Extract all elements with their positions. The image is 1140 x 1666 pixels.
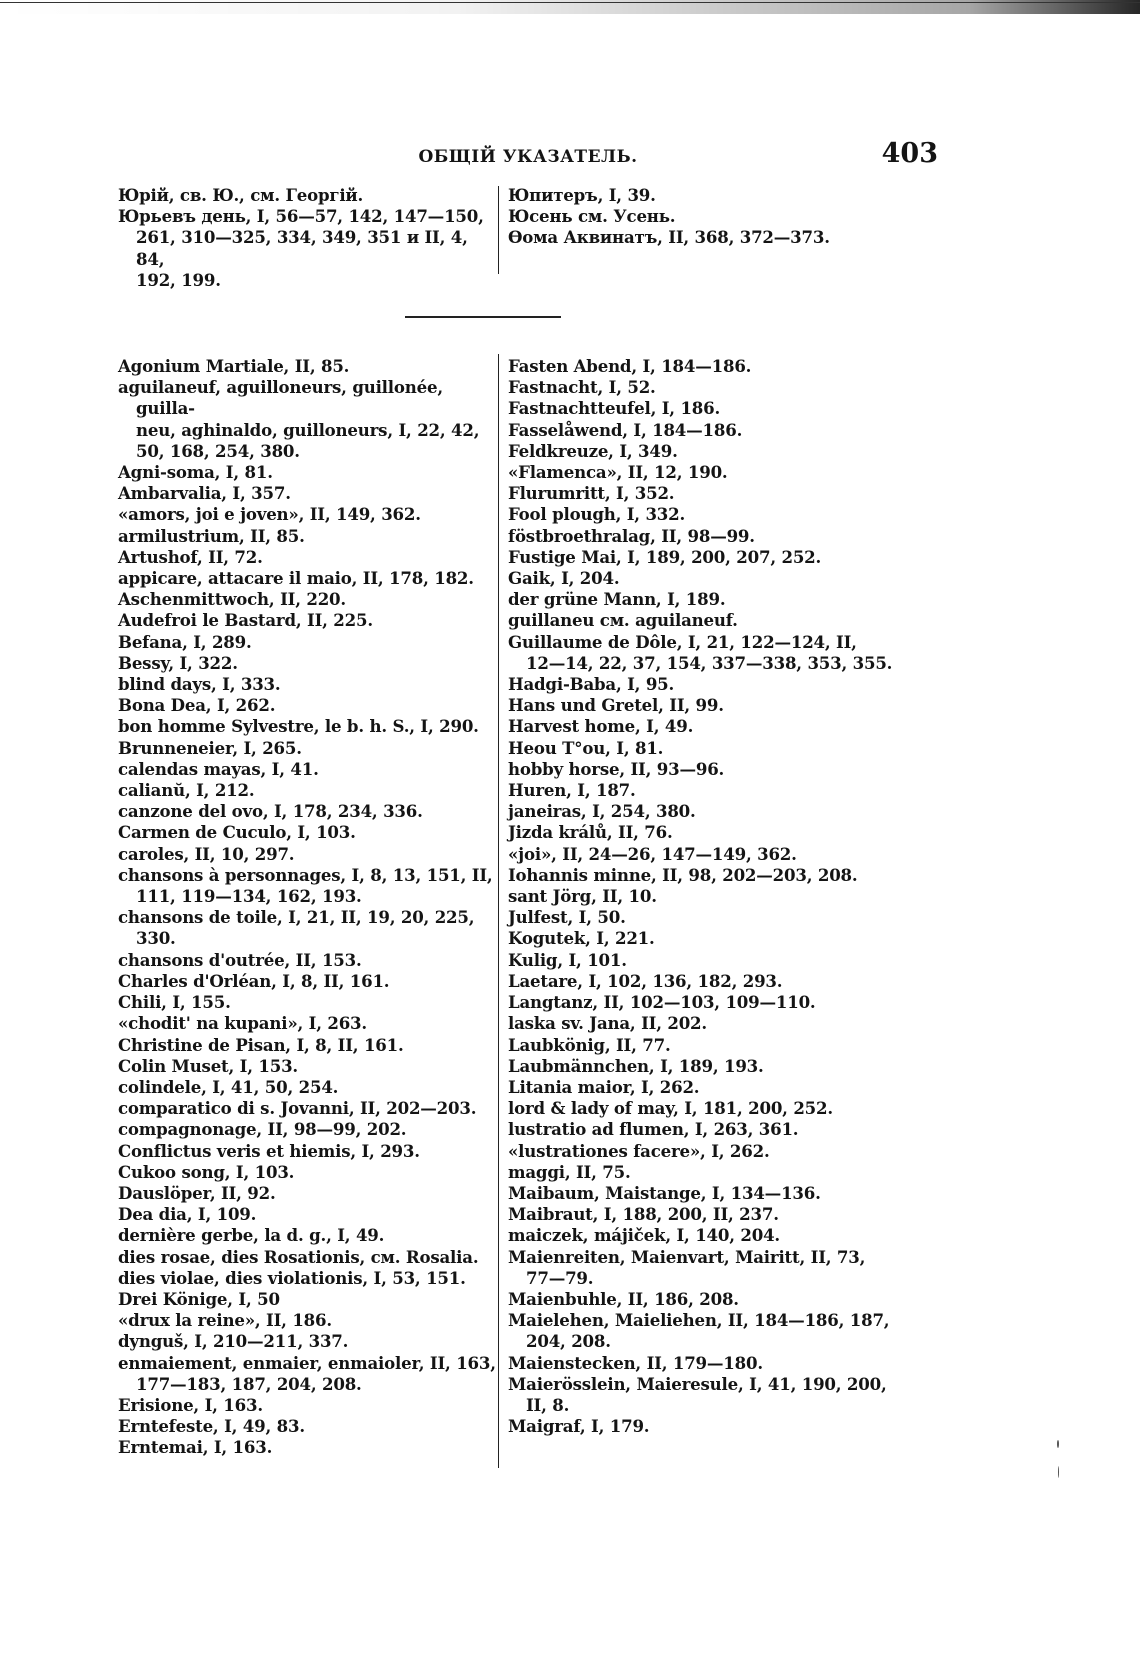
index-entry: Colin Muset, I, 153. — [118, 1055, 299, 1076]
index-entry: Chili, I, 155. — [118, 992, 231, 1013]
index-entry: der grüne Mann, I, 189. — [508, 589, 726, 610]
index-entry: Artushof, II, 72. — [118, 546, 263, 567]
index-entry: Erntefeste, I, 49, 83. — [118, 1416, 305, 1437]
scan-top-edge — [0, 0, 1140, 14]
index-entry: Carmen de Cuculo, I, 103. — [118, 822, 356, 843]
index-entry: Maibraut, I, 188, 200, II, 237. — [508, 1204, 779, 1225]
index-entry: Litania maior, I, 262. — [508, 1076, 700, 1097]
index-entry: caroles, II, 10, 297. — [118, 843, 295, 864]
index-entry: «drux la reine», II, 186. — [118, 1310, 332, 1331]
index-entry: Юсень см. Усень. — [508, 206, 676, 227]
index-entry: Bona Dea, I, 262. — [118, 695, 276, 716]
index-entry: Erntemai, I, 163. — [118, 1437, 273, 1458]
index-entry: comparatico di s. Jovanni, II, 202—203. — [118, 1098, 477, 1119]
index-entry: canzone del ovo, I, 178, 234, 336. — [118, 801, 423, 822]
cyrillic-index-left-column — [118, 185, 498, 291]
index-entry: calianŭ, I, 212. — [118, 780, 255, 801]
index-entry: «Flamenca», II, 12, 190. — [508, 462, 728, 483]
index-entry: lustratio ad flumen, I, 263, 361. — [508, 1119, 799, 1140]
index-entry: compagnonage, II, 98—99, 202. — [118, 1119, 407, 1140]
index-entry: Agni-soma, I, 81. — [118, 462, 273, 483]
index-entry: Christine de Pisan, I, 8, II, 161. — [118, 1034, 404, 1055]
index-entry: lord & lady of may, I, 181, 200, 252. — [508, 1098, 833, 1119]
index-entry: dies violae, dies violationis, I, 53, 151. — [118, 1267, 466, 1288]
index-entry: Maienreiten, Maienvart, Mairitt, II, 73, 77—79. — [508, 1246, 866, 1288]
index-entry: laska sv. Jana, II, 202. — [508, 1013, 707, 1034]
index-entry: appicare, attacare il maio, II, 178, 182. — [118, 568, 474, 589]
index-entry: Fasten Abend, I, 184—186. — [508, 356, 752, 376]
index-entry: Kogutek, I, 221. — [508, 928, 655, 949]
index-entry: Flurumritt, I, 352. — [508, 483, 675, 504]
index-entry: Brunneneier, I, 265. — [118, 737, 302, 758]
index-entry: maiczek, májiček, I, 140, 204. — [508, 1225, 781, 1246]
column-divider-top — [498, 186, 499, 274]
index-entry: chansons à personnages, I, 8, 13, 151, II, 111, 119—134, 162, 193. — [118, 864, 493, 907]
index-entry: Julfest, I, 50. — [508, 907, 626, 928]
index-entry: Befana, I, 289. — [118, 631, 252, 652]
index-entry: Ѳома Аквинатъ, II, 368, 372—373. — [508, 227, 830, 248]
index-entry: Kulig, I, 101. — [508, 949, 627, 970]
index-entry: Gaik, I, 204. — [508, 568, 620, 589]
index-entry: Ambarvalia, I, 357. — [118, 483, 291, 504]
index-entry: janeiras, I, 254, 380. — [508, 801, 696, 822]
index-entry: Laetare, I, 102, 136, 182, 293. — [508, 970, 783, 991]
section-separator-rule — [405, 316, 561, 318]
index-entry: «amors, joi e joven», II, 149, 362. — [118, 504, 421, 525]
index-entry: Iohannis minne, II, 98, 202—203, 208. — [508, 864, 858, 885]
index-entry: Agonium Martiale, II, 85. — [118, 356, 350, 376]
index-entry: Huren, I, 187. — [508, 780, 636, 801]
index-entry: Maierösslein, Maieresule, I, 41, 190, 200, II, 8. — [508, 1373, 887, 1415]
cyrillic-index-right-column — [508, 185, 928, 249]
index-entry: Dea dia, I, 109. — [118, 1204, 257, 1225]
index-entry: Bessy, I, 322. — [118, 652, 238, 673]
index-entry: maggi, II, 75. — [508, 1161, 631, 1182]
running-head — [118, 138, 938, 172]
column-divider-bottom — [498, 354, 499, 1468]
index-entry: Maienbuhle, II, 186, 208. — [508, 1288, 739, 1309]
index-entry: Charles d'Orléan, I, 8, II, 161. — [118, 970, 390, 991]
index-entry: Feldkreuze, I, 349. — [508, 440, 678, 461]
index-entry: «chodit' na kupani», I, 263. — [118, 1013, 367, 1034]
index-entry: aguilaneuf, aguilloneurs, guillonée, guilla- neu, aghinaldo, guilloneurs, I, 22, 42, 50, 168, 254, 380. — [118, 377, 480, 461]
index-entry: «lustrationes facere», I, 262. — [508, 1140, 770, 1161]
index-entry: Юрій, св. Ю., см. Георгій. — [118, 185, 364, 205]
index-entry: Fasselåwend, I, 184—186. — [508, 419, 743, 440]
index-entry: Conflictus veris et hiemis, I, 293. — [118, 1140, 420, 1161]
index-entry: Maibaum, Maistange, I, 134—136. — [508, 1182, 821, 1203]
index-entry: Fastnachtteufel, I, 186. — [508, 398, 721, 419]
index-entry: guillaneu см. aguilaneuf. — [508, 610, 738, 631]
index-entry: «joi», II, 24—26, 147—149, 362. — [508, 843, 797, 864]
index-entry: Cukoo song, I, 103. — [118, 1161, 295, 1182]
index-entry: Maigraf, I, 179. — [508, 1416, 650, 1437]
index-entry: dynguš, I, 210—211, 337. — [118, 1331, 349, 1352]
index-entry: hobby horse, II, 93—96. — [508, 758, 725, 779]
running-title: ОБЩІЙ УКАЗАТЕЛЬ. — [418, 147, 638, 167]
index-entry: chansons de toile, I, 21, II, 19, 20, 225, 330. — [118, 907, 475, 949]
index-entry: Maienstecken, II, 179—180. — [508, 1352, 763, 1373]
margin-speck — [1057, 1440, 1059, 1448]
index-entry: dernière gerbe, la d. g., I, 49. — [118, 1225, 385, 1246]
latin-index-left-column — [118, 356, 498, 1459]
index-entry: Aschenmittwoch, II, 220. — [118, 589, 346, 610]
index-entry: Audefroi le Bastard, II, 225. — [118, 610, 373, 631]
index-entry: chansons d'outrée, II, 153. — [118, 949, 362, 970]
index-entry: Maielehen, Maieliehen, II, 184—186, 187, 204, 208. — [508, 1310, 890, 1352]
index-entry: colindele, I, 41, 50, 254. — [118, 1076, 339, 1097]
index-entry: Laubkönig, II, 77. — [508, 1034, 671, 1055]
margin-speck — [1058, 1466, 1059, 1478]
index-entry: Fastnacht, I, 52. — [508, 377, 656, 398]
index-entry: Юрьевъ день, I, 56—57, 142, 147—150, 261, 310—325, 334, 349, 351 и II, 4, 84, 192, 199. — [118, 206, 484, 290]
index-entry: Fool plough, I, 332. — [508, 504, 686, 525]
index-entry: Fustige Mai, I, 189, 200, 207, 252. — [508, 546, 822, 567]
index-entry: sant Jörg, II, 10. — [508, 886, 657, 907]
index-entry: Jizda králů, II, 76. — [508, 822, 673, 843]
index-entry: enmaiement, enmaier, enmaioler, II, 163, 177—183, 187, 204, 208. — [118, 1352, 496, 1394]
index-entry: Langtanz, II, 102—103, 109—110. — [508, 992, 816, 1013]
index-entry: calendas mayas, I, 41. — [118, 758, 319, 779]
index-entry: Drei Könige, I, 50 — [118, 1288, 280, 1309]
index-entry: Heou T°ou, I, 81. — [508, 737, 664, 758]
index-entry: Юпитеръ, I, 39. — [508, 185, 656, 205]
index-entry: föstbroethralag, II, 98—99. — [508, 525, 755, 546]
index-entry: bon homme Sylvestre, le b. h. S., I, 290. — [118, 716, 479, 737]
latin-index-right-column — [508, 356, 928, 1437]
index-entry: Laubmännchen, I, 189, 193. — [508, 1055, 764, 1076]
index-entry: armilustrium, II, 85. — [118, 525, 305, 546]
page-number: 403 — [881, 138, 938, 169]
index-entry: Dauslöper, II, 92. — [118, 1182, 276, 1203]
index-entry: Hadgi-Baba, I, 95. — [508, 674, 675, 695]
index-entry: Harvest home, I, 49. — [508, 716, 694, 737]
index-entry: Guillaume de Dôle, I, 21, 122—124, II, 12—14, 22, 37, 154, 337—338, 353, 355. — [508, 631, 893, 673]
index-entry: Hans und Gretel, II, 99. — [508, 695, 724, 716]
index-entry: blind days, I, 333. — [118, 674, 281, 695]
index-entry: dies rosae, dies Rosationis, см. Rosalia. — [118, 1246, 479, 1267]
index-entry: Erisione, I, 163. — [118, 1394, 263, 1415]
